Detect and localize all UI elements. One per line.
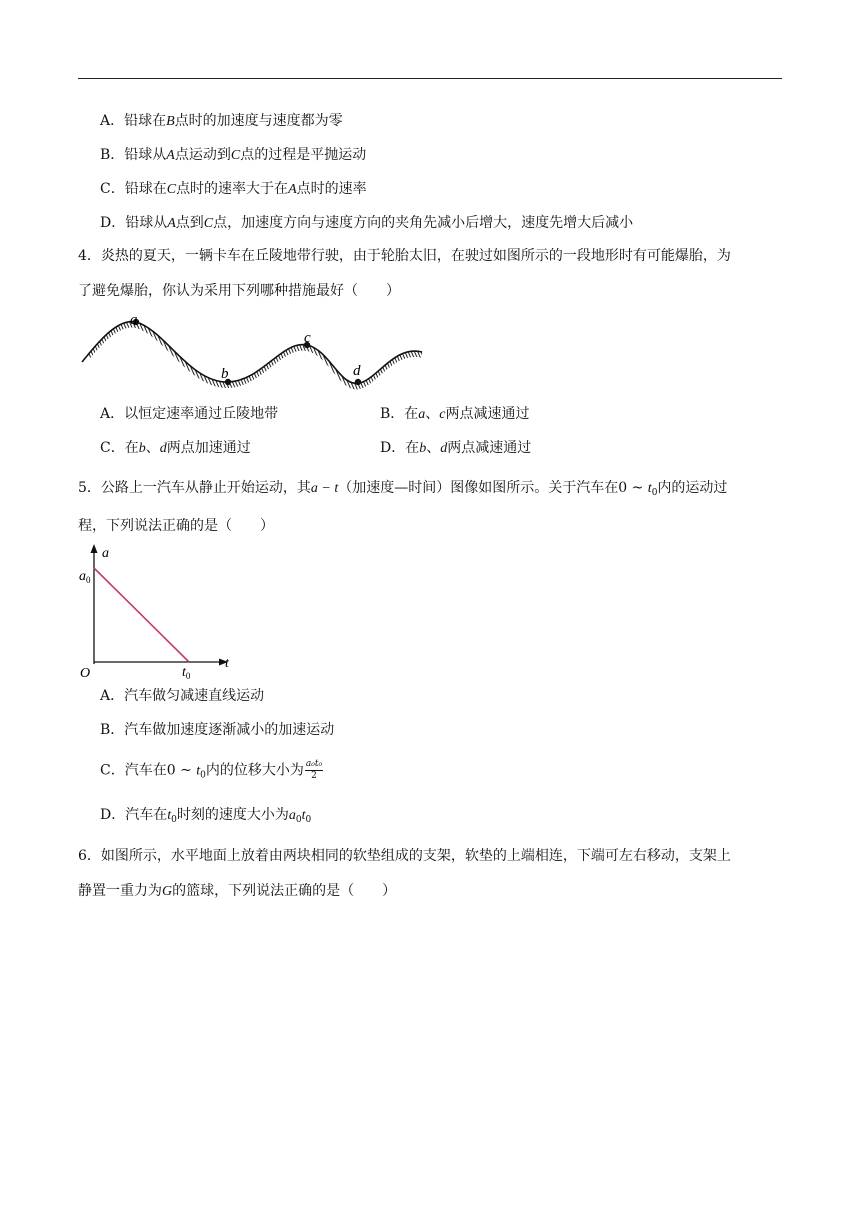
q5-option-c: C．汽车在0 ~ $t_0$内的位移大小为 $\frac{\text{a₀t₀}}{2}$ [100, 759, 323, 781]
origin-label: O [80, 666, 91, 681]
q3-option-d: D．铅球从A点到C点，加速度方向与速度方向的夹角先减小后增大，速度先增大后减小 [100, 215, 634, 231]
q5-option-d: D．汽车在$t_0$时刻的速度大小为$a_0t_0$ [100, 807, 312, 825]
x-axis-label: t [225, 656, 229, 671]
q4-stem-line2: 了避免爆胎，你认为采用下列哪种措施最好（ ） [78, 283, 400, 299]
q5-option-a: A．汽车做匀减速直线运动 [100, 688, 265, 704]
t0-label: $t_0$ [182, 665, 191, 681]
y-axis-arrow [91, 544, 98, 553]
q6-stem-line1: 6．如图所示，水平地面上放着由两块相同的软垫组成的支架，软垫的上端相连，下端可左右移动，支架上 [78, 848, 731, 864]
a0-label: $a_0$ [79, 569, 91, 585]
label-a: a [130, 312, 138, 328]
q5-option-b: B．汽车做加速度逐渐减小的加速运动 [100, 722, 335, 738]
q4-stem-line1: 4．炎热的夏天，一辆卡车在丘陵地带行驶，由于轮胎太旧，在驶过如图所示的一段地形时有可能爆胎，为 [78, 248, 731, 264]
y-axis-label: a [102, 546, 109, 561]
q3-option-b: B．铅球从A点运动到C点的过程是平抛运动 [100, 147, 367, 163]
q4-option-d: D．在b、d两点减速通过 [380, 440, 532, 456]
q5-stem-line2: 程，下列说法正确的是（ ） [78, 518, 274, 534]
displacement-fraction: $\frac{\text{a₀t₀}}{2}$ [305, 759, 323, 781]
q3-option-a: A．铅球在B点时的加速度与速度都为零 [100, 113, 343, 129]
q4-option-c: C．在b、d两点加速通过 [100, 440, 251, 456]
q6-stem-line2: 静置一重力为G的篮球，下列说法正确的是（ ） [78, 883, 397, 899]
q4-option-b: B．在a、c两点减速通过 [380, 406, 530, 422]
label-d: d [353, 363, 361, 379]
label-c: c [304, 330, 311, 346]
q3-option-c: C．铅球在C点时的速率大于在A点时的速率 [100, 181, 367, 197]
q5-stem-line1: 5．公路上一汽车从静止开始运动，其a − t（加速度—时间）图像如图所示。关于汽车在0 ~ $t_0$内的运动过 [78, 480, 728, 498]
graph-line [94, 568, 189, 662]
q4-option-a: A．以恒定速率通过丘陵地带 [100, 406, 279, 422]
label-b: b [221, 366, 229, 382]
